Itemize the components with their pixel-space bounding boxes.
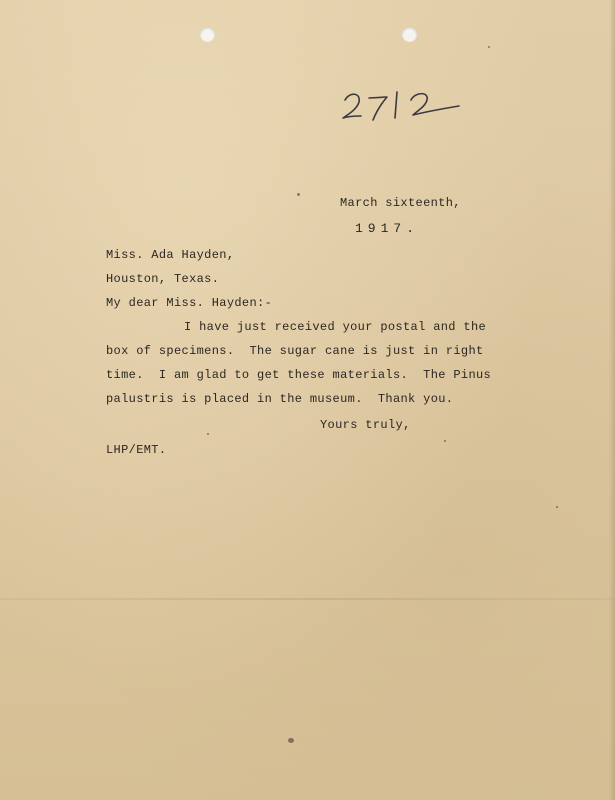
- body-line: time. I am glad to get these materials. The Pinus: [106, 368, 492, 382]
- letter-date: March sixteenth,: [340, 196, 461, 210]
- salutation: My dear Miss. Hayden:-: [106, 296, 273, 310]
- paper-speck: [288, 738, 294, 743]
- body-line: box of specimens. The sugar cane is just in right: [106, 344, 484, 358]
- letter-year: 1917.: [355, 221, 420, 236]
- punch-hole-left: [200, 27, 215, 42]
- paper-speck: [297, 193, 300, 196]
- paper-speck: [207, 433, 209, 435]
- closing: Yours truly,: [320, 418, 411, 432]
- paper-speck: [556, 506, 558, 508]
- paper-speck: [444, 440, 446, 442]
- body-line: I have just received your postal and the: [184, 320, 487, 334]
- typist-initials: LHP/EMT.: [106, 443, 167, 457]
- handwritten-file-number: [335, 78, 475, 133]
- page-edge-shadow: [609, 0, 615, 800]
- punch-hole-right: [402, 27, 417, 42]
- paper-speck: [488, 46, 490, 48]
- paper-fold-line: [0, 598, 615, 600]
- recipient-city: Houston, Texas.: [106, 272, 220, 286]
- body-line: palustris is placed in the museum. Thank you.: [106, 392, 454, 406]
- recipient-name: Miss. Ada Hayden,: [106, 248, 235, 262]
